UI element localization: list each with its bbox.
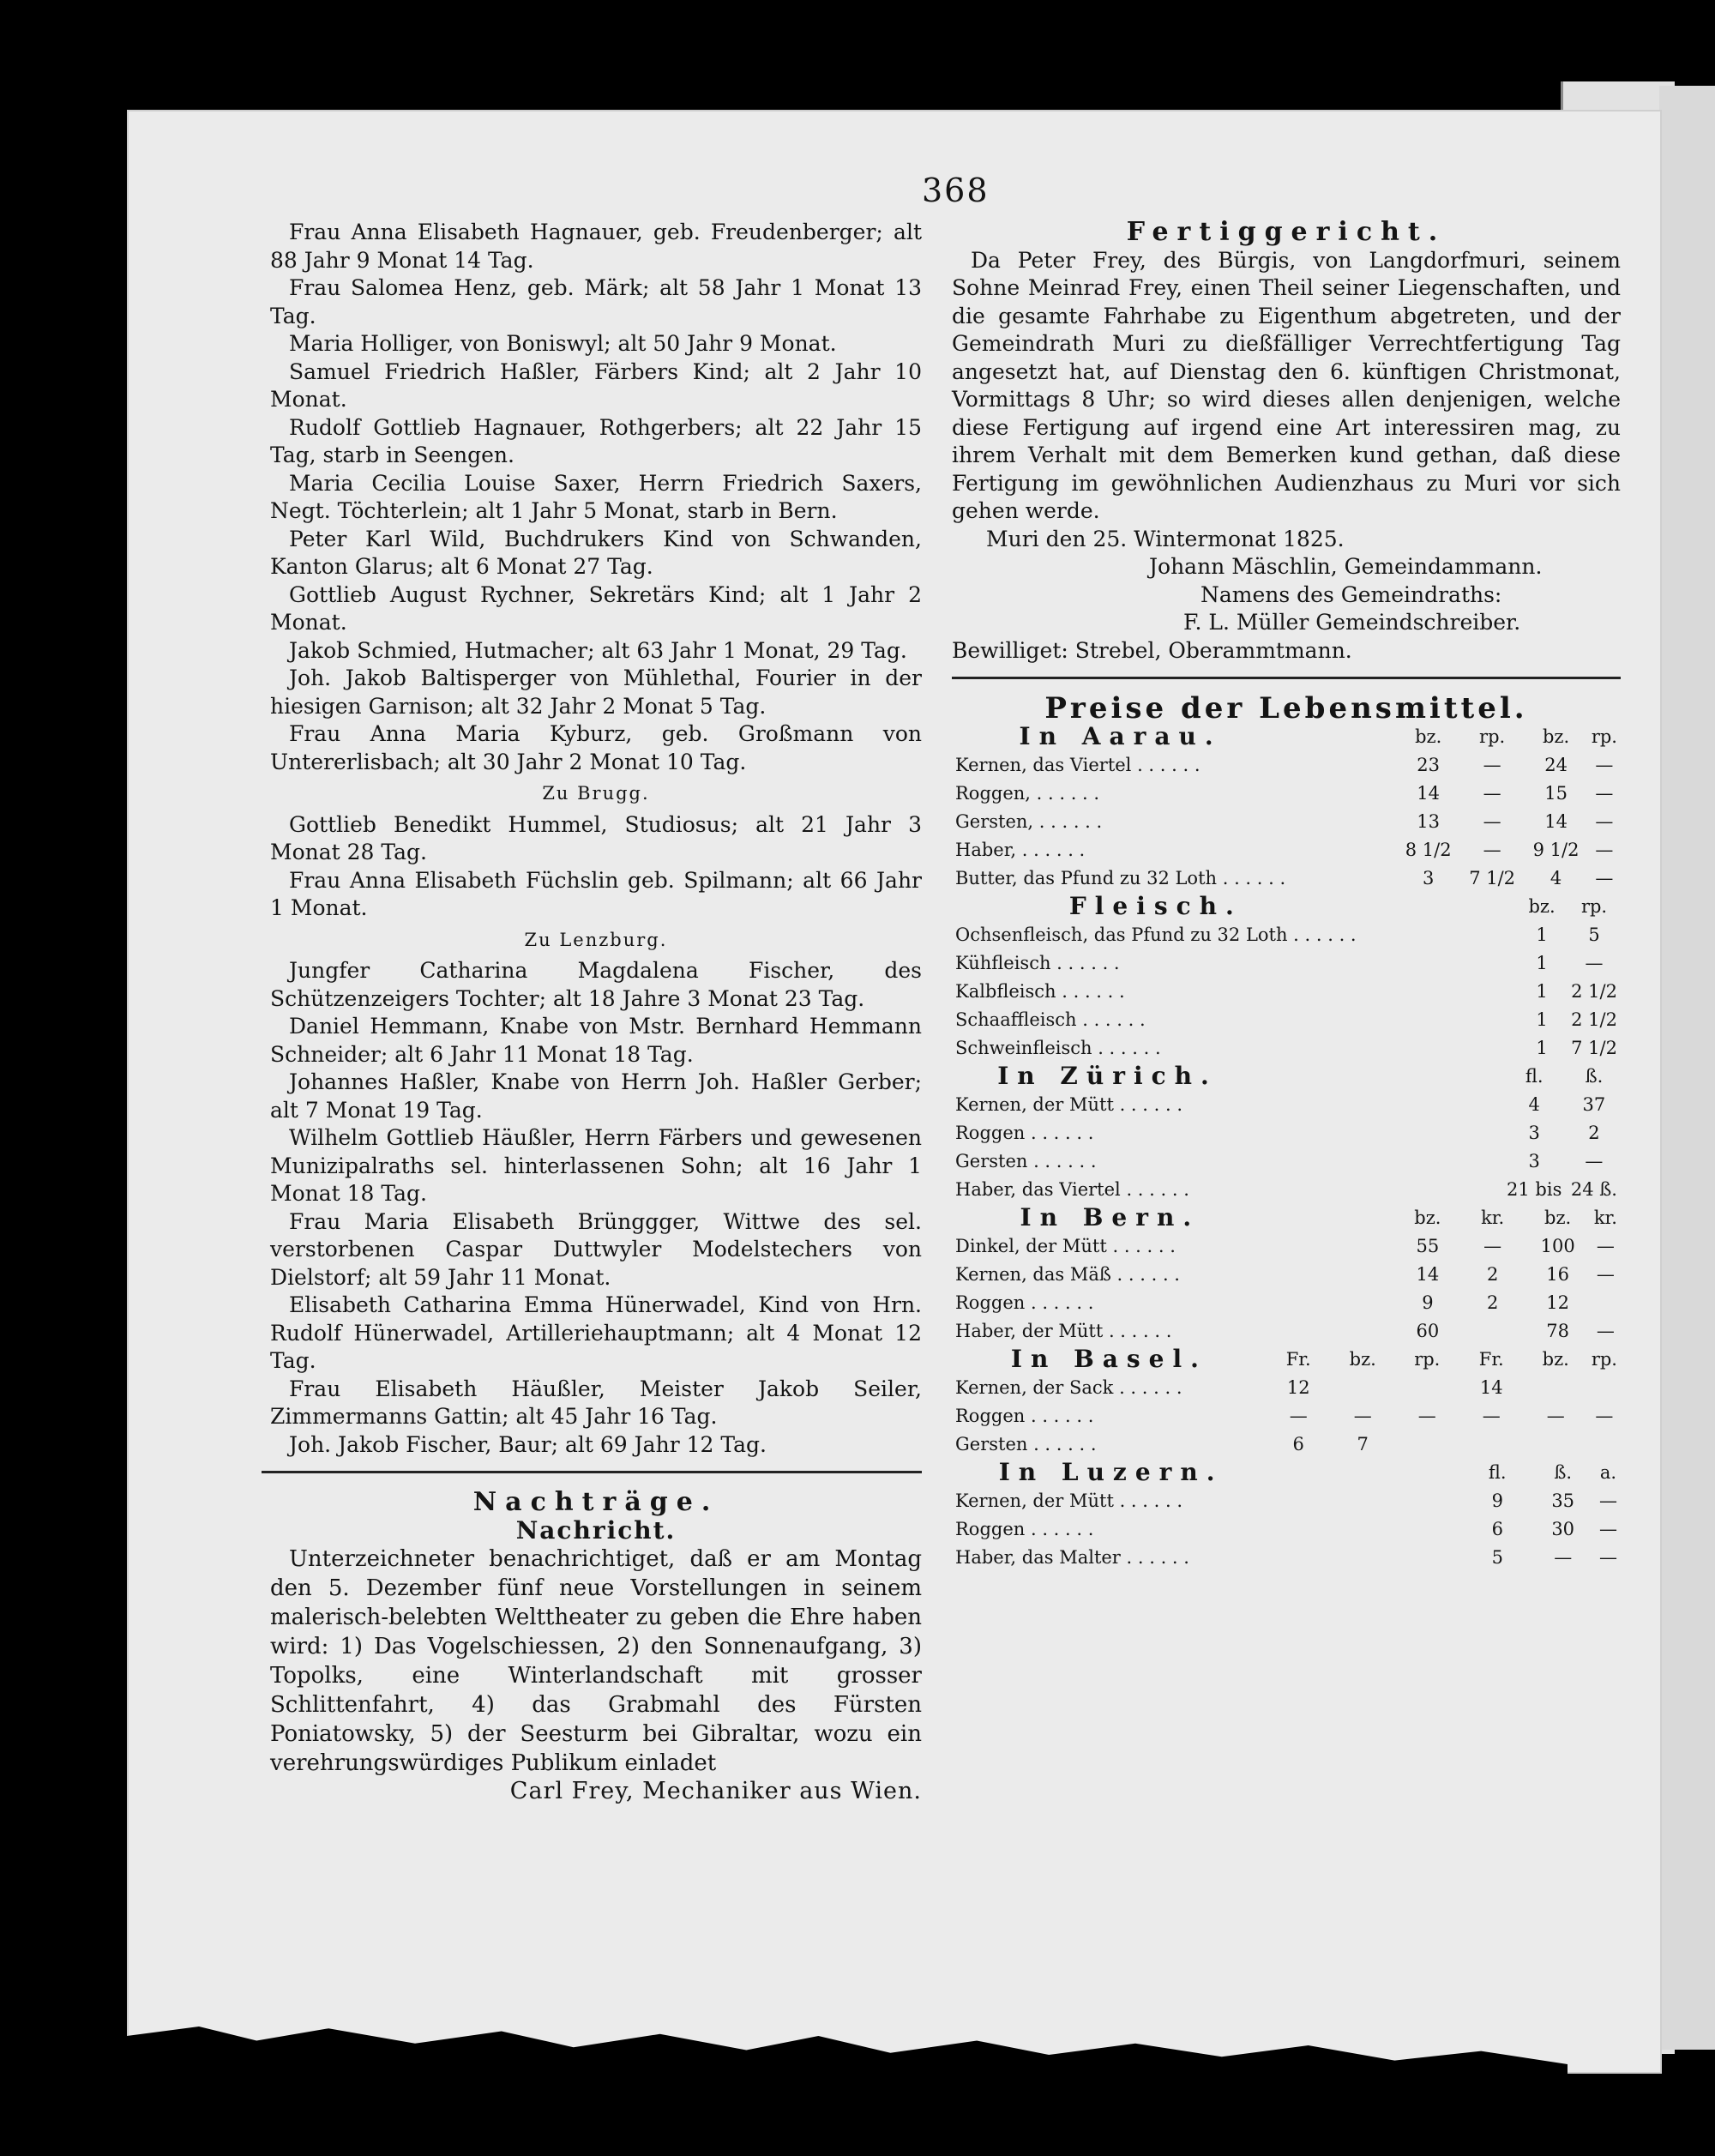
column-header: fl.	[1525, 1065, 1544, 1087]
price-cell: 7	[1357, 1433, 1369, 1454]
column-header: ß.	[1585, 1065, 1604, 1087]
price-cell: —	[1554, 1546, 1573, 1568]
empty-cell	[1268, 1289, 1332, 1317]
prices-heading: Preise der Lebensmittel.	[1044, 691, 1528, 726]
empty-cell	[1399, 1544, 1465, 1572]
empty-cell	[1289, 723, 1343, 751]
empty-cell	[1332, 1261, 1395, 1289]
death-notice-entry: Daniel Hemmann, Knabe von Mstr. Bernhard Hemmann Schneider; alt 6 Jahr 11 Monat 18 Tag.	[270, 1014, 922, 1067]
empty-cell	[1477, 978, 1516, 1006]
empty-cell	[1263, 1063, 1322, 1091]
empty-cell	[1360, 893, 1399, 921]
column-header: bz.	[1349, 1348, 1376, 1370]
empty-cell	[1441, 1119, 1501, 1147]
price-cell: —	[1483, 839, 1501, 860]
row-label: Gersten . . . . . .	[955, 1150, 1097, 1171]
empty-cell	[1335, 1515, 1400, 1544]
price-cell: 60	[1416, 1320, 1440, 1341]
price-table-title: In Zürich.	[997, 1061, 1218, 1090]
empty-cell	[1438, 949, 1477, 978]
price-cell: —	[1595, 839, 1614, 860]
empty-cell	[1263, 1091, 1322, 1119]
price-cell	[1524, 1430, 1588, 1459]
empty-cell	[1268, 1317, 1332, 1346]
price-cell: 24 ß.	[1570, 1178, 1617, 1200]
fertiggericht-text: Da Peter Frey, des Bürgis, von Langdorfmuri, seinem Sohne Meinrad Frey, einen Theil seiner Liegenschaften, und die gesamte Fahrhabe zu Eigenthum abgetreten, und der Gemeindrath Muri zu dießfälliger Verrechtfertigung Tag angesetzt hat, auf Dienstag den 6. künftigen Christmonat, Vormittags 8 Uhr; so wird dieses allen denjenigen, welche diese Fertigung auf irgend eine Art interessiren mag, zu ihrem Verhalt mit dem Bemerken kund gethan, daß diese Fertigung im gewöhnlichen Audienzhaus zu Muri vor sich gehen werde.	[952, 247, 1621, 523]
price-cell	[1588, 1430, 1621, 1459]
empty-cell	[1399, 1459, 1465, 1487]
price-cell: —	[1595, 867, 1614, 888]
price-cell	[1588, 1374, 1621, 1402]
row-label: Roggen . . . . . .	[955, 1122, 1094, 1143]
price-cell: 3	[1528, 1150, 1540, 1171]
row-label: Kernen, der Sack . . . . . .	[955, 1376, 1182, 1398]
empty-cell	[1399, 1515, 1465, 1544]
row-label: Kernen, das Viertel . . . . . .	[955, 754, 1200, 775]
price-cell: 55	[1416, 1235, 1440, 1256]
empty-cell	[1268, 1204, 1332, 1232]
table-row	[952, 1147, 1621, 1176]
column-header: rp.	[1591, 726, 1617, 747]
page-edge-shadow	[1659, 86, 1715, 2050]
empty-cell	[1263, 1176, 1322, 1204]
empty-cell	[1289, 836, 1343, 864]
empty-cell	[1322, 1119, 1381, 1147]
table-row	[952, 1176, 1621, 1204]
row-label: Kühfleisch . . . . . .	[955, 952, 1120, 973]
death-notices-aarau	[270, 219, 922, 776]
empty-cell	[1438, 921, 1477, 949]
empty-cell	[1270, 1515, 1335, 1544]
row-label: Gersten, . . . . . .	[955, 810, 1103, 832]
section-divider	[262, 1471, 922, 1473]
nachricht-signature: Carl Frey, Mechaniker aus Wien.	[509, 1778, 922, 1804]
empty-cell	[1399, 921, 1438, 949]
empty-cell	[1382, 1147, 1441, 1176]
empty-cell	[1477, 1034, 1516, 1063]
brugg-heading: Zu Brugg.	[542, 783, 650, 804]
price-cell: 4	[1528, 1093, 1540, 1115]
empty-cell	[1438, 978, 1477, 1006]
death-notice-entry: Joh. Jakob Baltisperger von Mühlethal, Fourier in der hiesigen Garnison; alt 32 Jahr 2 Monat 5 Tag.	[270, 665, 922, 719]
price-cell: 12	[1546, 1292, 1569, 1313]
empty-cell	[1332, 1232, 1395, 1261]
column-header: fl.	[1488, 1461, 1507, 1483]
empty-cell	[1332, 1204, 1395, 1232]
price-cell: 4	[1550, 867, 1562, 888]
empty-cell	[1441, 1176, 1501, 1204]
price-cell: —	[1417, 1405, 1436, 1426]
empty-cell	[1438, 893, 1477, 921]
table-row	[952, 1091, 1621, 1119]
nachricht-heading: Nachricht.	[515, 1515, 677, 1545]
table-row	[952, 1006, 1621, 1034]
table-row	[952, 1119, 1621, 1147]
row-label: Butter, das Pfund zu 32 Loth . . . . . .	[955, 867, 1286, 888]
empty-cell	[1399, 1006, 1438, 1034]
left-column	[270, 219, 922, 1806]
table-row	[952, 1544, 1621, 1572]
table-row	[952, 921, 1621, 949]
column-header: rp.	[1414, 1348, 1441, 1370]
price-cell: 15	[1544, 782, 1568, 804]
death-notice-entry: Frau Anna Elisabeth Hagnauer, geb. Freudenberger; alt 88 Jahr 9 Monat 14 Tag.	[270, 220, 922, 273]
price-table-title: Fleisch.	[1068, 891, 1243, 920]
price-cell	[1459, 1430, 1524, 1459]
column-header: rp.	[1479, 726, 1506, 747]
price-cell: 23	[1417, 754, 1441, 775]
death-notice-entry: Gottlieb Benedikt Hummel, Studiosus; alt 21 Jahr 3 Monat 28 Tag.	[270, 811, 922, 864]
price-cell: 1	[1536, 952, 1548, 973]
row-label: Kalbfleisch . . . . . .	[955, 980, 1125, 1002]
price-cell: 9 1/2	[1532, 839, 1580, 860]
empty-cell	[1399, 893, 1438, 921]
death-notice-entry: Frau Salomea Henz, geb. Märk; alt 58 Jahr 1 Monat 13 Tag.	[270, 275, 922, 328]
empty-cell	[1335, 1487, 1400, 1515]
price-cell: 2	[1486, 1263, 1499, 1285]
price-cell: 2	[1486, 1292, 1499, 1313]
empty-cell	[1322, 1147, 1381, 1176]
empty-cell	[1343, 723, 1397, 751]
table-row	[952, 1289, 1621, 1317]
empty-cell	[1332, 1317, 1395, 1346]
table-row	[952, 1487, 1621, 1515]
price-cell: 9	[1422, 1292, 1434, 1313]
price-table-luzern	[952, 1459, 1621, 1572]
death-notice-entry: Wilhelm Gottlieb Häußler, Herrn Färbers und gewesenen Munizipalraths sel. hinterlassenen Sohn; alt 16 Jahr 1 Monat 18 Tag.	[270, 1125, 922, 1206]
death-notice-entry: Gottlieb August Rychner, Sekretärs Kind; alt 1 Jahr 2 Monat.	[270, 581, 922, 635]
price-cell: 35	[1551, 1490, 1575, 1511]
empty-cell	[1399, 949, 1438, 978]
table-row	[952, 978, 1621, 1006]
empty-cell	[1441, 1091, 1501, 1119]
empty-cell	[1343, 836, 1397, 864]
price-cell	[1331, 1374, 1395, 1402]
row-label: Haber, der Mütt . . . . . .	[955, 1320, 1172, 1341]
price-cell: —	[1585, 952, 1604, 973]
empty-cell	[1477, 893, 1516, 921]
empty-cell	[1382, 1176, 1441, 1204]
death-notice-entry: Jakob Schmied, Hutmacher; alt 63 Jahr 1 Monat, 29 Tag.	[289, 637, 907, 663]
table-row	[952, 949, 1621, 978]
row-label: Schweinfleisch . . . . . .	[955, 1037, 1161, 1058]
row-label: Kernen, der Mütt . . . . . .	[955, 1093, 1183, 1115]
price-table-bern	[952, 1204, 1621, 1346]
empty-cell	[1289, 780, 1343, 808]
price-cell: 16	[1546, 1263, 1569, 1285]
table-row	[952, 808, 1621, 836]
price-cell: 7 1/2	[1571, 1037, 1617, 1058]
price-cell: —	[1596, 1263, 1615, 1285]
row-label: Roggen, . . . . . .	[955, 782, 1100, 804]
empty-cell	[1441, 1147, 1501, 1176]
column-header: bz.	[1415, 726, 1442, 747]
column-header: ß.	[1554, 1461, 1573, 1483]
price-cell	[1395, 1374, 1459, 1402]
price-cell: 1	[1536, 980, 1548, 1002]
price-cell: 6	[1491, 1518, 1503, 1539]
death-notice-entry: Samuel Friedrich Haßler, Färbers Kind; alt 2 Jahr 10 Monat.	[270, 358, 922, 412]
empty-cell	[1477, 1006, 1516, 1034]
price-cell: —	[1482, 1405, 1501, 1426]
fertiggericht-heading: Fertiggericht.	[1126, 217, 1447, 247]
price-cell: 2	[1588, 1122, 1600, 1143]
column-header: a.	[1599, 1461, 1617, 1483]
empty-cell	[1270, 1544, 1335, 1572]
empty-cell	[1289, 751, 1343, 780]
price-cell: 37	[1582, 1093, 1606, 1115]
price-cell: —	[1483, 1235, 1502, 1256]
price-cell: —	[1483, 810, 1501, 832]
price-cell	[1591, 1289, 1621, 1317]
table-row	[952, 1374, 1621, 1402]
row-label: Kernen, der Mütt . . . . . .	[955, 1490, 1183, 1511]
column-header: bz.	[1414, 1207, 1441, 1228]
empty-cell	[1360, 949, 1399, 978]
price-cell: 3	[1528, 1122, 1540, 1143]
death-notice-entry: Frau Maria Elisabeth Brünggger, Wittwe des sel. verstorbenen Caspar Duttwyler Modelstechers von Dielstorf; alt 59 Jahr 11 Monat.	[270, 1208, 922, 1290]
column-header: bz.	[1528, 895, 1556, 917]
empty-cell	[1343, 864, 1397, 893]
empty-cell	[1289, 808, 1343, 836]
price-cell: 14	[1416, 1263, 1440, 1285]
price-table-zuerich	[952, 1063, 1621, 1204]
price-table-aarau	[952, 723, 1621, 893]
price-cell: 21 bis	[1507, 1178, 1562, 1200]
row-label: Roggen . . . . . .	[955, 1518, 1094, 1539]
price-cell: —	[1598, 1518, 1617, 1539]
price-table-title: In Luzern.	[998, 1457, 1224, 1486]
death-notice-entry: Frau Anna Maria Kyburz, geb. Großmann von Untererlisbach; alt 30 Jahr 2 Monat 10 Tag.	[270, 721, 922, 774]
price-cell	[1524, 1374, 1588, 1402]
empty-cell	[1399, 1034, 1438, 1063]
empty-cell	[1438, 1006, 1477, 1034]
death-notice-entry: Jungfer Catharina Magdalena Fischer, des Schützenzeigers Tochter; alt 18 Jahre 3 Monat 23 Tag.	[270, 958, 922, 1011]
price-cell: —	[1483, 782, 1501, 804]
place-date: Muri den 25. Wintermonat 1825.	[986, 526, 1345, 551]
price-cell: 5	[1588, 924, 1600, 945]
empty-cell	[1322, 1091, 1381, 1119]
column-header: bz.	[1542, 1348, 1569, 1370]
row-label: Kernen, das Mäß . . . . . .	[955, 1263, 1180, 1285]
price-cell: —	[1353, 1405, 1372, 1426]
price-tables	[952, 723, 1621, 1572]
empty-cell	[1360, 978, 1399, 1006]
price-cell: —	[1596, 1320, 1615, 1341]
empty-cell	[1335, 1459, 1400, 1487]
price-cell: 14	[1544, 810, 1568, 832]
price-cell: 3	[1422, 867, 1435, 888]
empty-cell	[1343, 751, 1397, 780]
price-cell: —	[1585, 1150, 1604, 1171]
price-cell: 5	[1491, 1546, 1503, 1568]
empty-cell	[1263, 1119, 1322, 1147]
empty-cell	[1343, 780, 1397, 808]
row-label: Dinkel, der Mütt . . . . . .	[955, 1235, 1176, 1256]
column-header: Fr.	[1285, 1348, 1311, 1370]
empty-cell	[1270, 1459, 1335, 1487]
row-label: Haber, das Malter . . . . . .	[955, 1546, 1189, 1568]
prices-divider	[952, 677, 1621, 679]
empty-cell	[1263, 1147, 1322, 1176]
row-label: Schaaffleisch . . . . . .	[955, 1009, 1146, 1030]
empty-cell	[1322, 1176, 1381, 1204]
table-row	[952, 1232, 1621, 1261]
price-cell: 13	[1417, 810, 1441, 832]
signature-gemeindschreiber: F. L. Müller Gemeindschreiber.	[1183, 610, 1521, 635]
price-table-title: In Aarau.	[1019, 721, 1222, 750]
empty-cell	[1441, 1063, 1501, 1091]
empty-cell	[1268, 1232, 1332, 1261]
price-cell: 12	[1286, 1376, 1310, 1398]
empty-cell	[1335, 1544, 1400, 1572]
death-notice-entry: Peter Karl Wild, Buchdrukers Kind von Schwanden, Kanton Glarus; alt 6 Monat 27 Tag.	[270, 526, 922, 579]
table-row	[952, 780, 1621, 808]
price-cell: —	[1595, 754, 1614, 775]
table-row	[952, 1515, 1621, 1544]
price-cell: —	[1595, 810, 1614, 832]
price-cell: —	[1289, 1405, 1308, 1426]
price-cell: 30	[1551, 1518, 1575, 1539]
price-cell: —	[1595, 1405, 1614, 1426]
column-header: Fr.	[1478, 1348, 1504, 1370]
empty-cell	[1477, 921, 1516, 949]
row-label: Ochsenfleisch, das Pfund zu 32 Loth . . . . . .	[955, 924, 1357, 945]
empty-cell	[1399, 1487, 1465, 1515]
row-label: Haber, das Viertel . . . . . .	[955, 1178, 1189, 1200]
empty-cell	[1382, 1119, 1441, 1147]
price-cell: 2 1/2	[1571, 980, 1617, 1002]
price-cell: 78	[1546, 1320, 1569, 1341]
death-notice-entry: Maria Holliger, von Boniswyl; alt 50 Jahr 9 Monat.	[289, 331, 837, 356]
price-cell	[1395, 1430, 1459, 1459]
empty-cell	[1343, 808, 1397, 836]
empty-cell	[1332, 1289, 1395, 1317]
lenzburg-heading: Zu Lenzburg.	[524, 929, 668, 950]
price-cell: —	[1546, 1405, 1565, 1426]
signature-gemeindammann: Johann Mäschlin, Gemeindammann.	[1149, 554, 1543, 579]
price-cell: —	[1596, 1235, 1615, 1256]
death-notice-entry: Johannes Haßler, Knabe von Herrn Joh. Haßler Gerber; alt 7 Monat 19 Tag.	[270, 1069, 922, 1123]
signature-gemeindrath: Namens des Gemeindraths:	[1200, 581, 1502, 607]
price-cell: 100	[1540, 1235, 1575, 1256]
table-row	[952, 1402, 1621, 1430]
row-label: Roggen . . . . . .	[955, 1292, 1094, 1313]
column-header: rp.	[1580, 895, 1608, 917]
empty-cell	[1268, 1261, 1332, 1289]
table-row	[952, 836, 1621, 864]
column-header: kr.	[1481, 1207, 1505, 1228]
table-row	[952, 1317, 1621, 1346]
price-cell: 1	[1536, 1009, 1548, 1030]
price-cell: —	[1598, 1490, 1617, 1511]
price-table-title: In Basel.	[1010, 1344, 1207, 1373]
column-header: bz.	[1544, 1207, 1572, 1228]
nachricht-text: Unterzeichneter benachrichtiget, daß er am Montag den 5. Dezember fünf neue Vorstellungen in seinem malerisch-belebten Welttheater zu geben die Ehre haben wird: 1) Das Vogelschiessen, 2) den Sonnenaufgang, 3) Topolks, eine Winterlandschaft mit grosser Schlittenfahrt, 4) das Grabmahl des Fürsten Poniatowsky, 5) der Seesturm bei Gibraltar, wozu ein verehrungswürdiges Publikum einladet	[270, 1546, 922, 1776]
approval-line: Bewilliget: Strebel, Oberammtmann.	[952, 637, 1352, 663]
death-notices-brugg	[270, 811, 922, 923]
empty-cell	[1399, 978, 1438, 1006]
row-label: Gersten . . . . . .	[955, 1433, 1097, 1454]
empty-cell	[1477, 949, 1516, 978]
nachtraege-heading: Nachträge.	[472, 1487, 719, 1517]
price-cell: 1	[1536, 1037, 1548, 1058]
price-cell: 8 1/2	[1405, 839, 1452, 860]
price-cell: 9	[1491, 1490, 1503, 1511]
price-cell: 7 1/2	[1469, 867, 1516, 888]
row-label: Haber, . . . . . .	[955, 839, 1086, 860]
page-number: 368	[922, 172, 990, 209]
price-table-title: In Bern.	[1020, 1202, 1200, 1232]
price-cell: 2 1/2	[1571, 1009, 1617, 1030]
empty-cell	[1360, 1006, 1399, 1034]
empty-cell	[1438, 1034, 1477, 1063]
price-cell: 24	[1544, 754, 1568, 775]
column-header: bz.	[1542, 726, 1570, 747]
death-notice-entry: Joh. Jakob Fischer, Baur; alt 69 Jahr 12 Tag.	[289, 1431, 767, 1457]
price-table-fleisch	[952, 893, 1621, 1063]
table-row	[952, 751, 1621, 780]
empty-cell	[1360, 1034, 1399, 1063]
empty-cell	[1322, 1063, 1381, 1091]
price-cell: 14	[1479, 1376, 1503, 1398]
price-cell: —	[1483, 754, 1501, 775]
table-row	[952, 1430, 1621, 1459]
price-cell: 1	[1536, 924, 1548, 945]
table-row	[952, 1034, 1621, 1063]
price-table-basel	[952, 1346, 1621, 1459]
price-cell	[1460, 1317, 1525, 1346]
empty-cell	[1382, 1063, 1441, 1091]
price-cell: —	[1595, 782, 1614, 804]
death-notices-lenzburg	[270, 957, 922, 1459]
row-label: Roggen . . . . . .	[955, 1405, 1094, 1426]
table-row	[952, 864, 1621, 893]
empty-cell	[1289, 864, 1343, 893]
death-notice-entry: Frau Elisabeth Häußler, Meister Jakob Seiler, Zimmermanns Gattin; alt 45 Jahr 16 Tag.	[270, 1376, 922, 1429]
price-cell: —	[1598, 1546, 1617, 1568]
column-header: rp.	[1591, 1348, 1617, 1370]
empty-cell	[1382, 1091, 1441, 1119]
death-notice-entry: Elisabeth Catharina Emma Hünerwadel, Kind von Hrn. Rudolf Hünerwadel, Artilleriehauptmann; alt 4 Monat 12 Tag.	[270, 1292, 922, 1373]
column-header: kr.	[1593, 1207, 1617, 1228]
price-cell: 14	[1417, 782, 1441, 804]
empty-cell	[1270, 1487, 1335, 1515]
right-column	[952, 219, 1621, 1572]
death-notice-entry: Maria Cecilia Louise Saxer, Herrn Friedrich Saxers, Negt. Töchterlein; alt 1 Jahr 5 Monat, starb in Bern.	[270, 470, 922, 523]
table-row	[952, 1261, 1621, 1289]
death-notice-entry: Rudolf Gottlieb Hagnauer, Rothgerbers; alt 22 Jahr 15 Tag, starb in Seengen.	[270, 414, 922, 467]
empty-cell	[1360, 921, 1399, 949]
price-cell: 6	[1292, 1433, 1304, 1454]
death-notice-entry: Frau Anna Elisabeth Füchslin geb. Spilmann; alt 66 Jahr 1 Monat.	[270, 867, 922, 920]
